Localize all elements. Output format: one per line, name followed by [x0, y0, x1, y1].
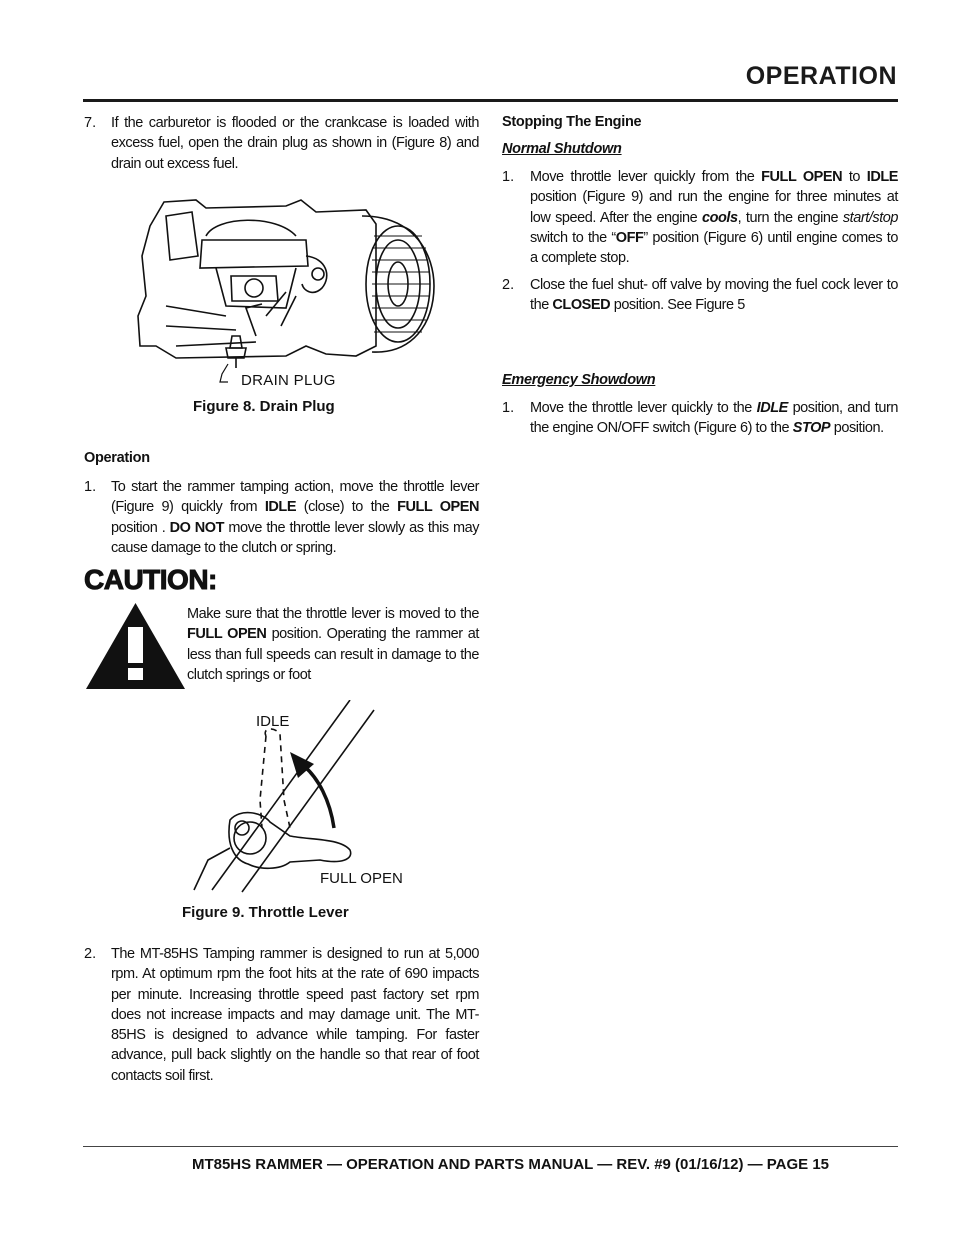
- stopping-heading: Stopping The Engine: [502, 114, 642, 130]
- op-2-number: 2.: [84, 946, 97, 962]
- caution-heading: CAUTION:: [84, 564, 217, 595]
- emergency-1-number: 1.: [502, 400, 515, 416]
- header-rule: [83, 99, 898, 102]
- op-1-number: 1.: [84, 479, 97, 495]
- full-open-label: FULL OPEN: [320, 870, 403, 887]
- idle-label: IDLE: [256, 713, 290, 730]
- footer-rule: [83, 1146, 898, 1147]
- operation-heading: Operation: [84, 450, 150, 466]
- page-footer: MT85HS RAMMER — OPERATION AND PARTS MANUAL — REV. #9 (01/16/12) — PAGE 15: [191, 1156, 830, 1173]
- normal-shutdown-heading: Normal Shutdown: [502, 141, 622, 157]
- warning-triangle-icon: [84, 601, 187, 691]
- item-7-text: If the carburetor is flooded or the crankcase is loaded with excess fuel, open the drain plug as shown in (Figure 8) and drain out excess fuel.: [111, 115, 479, 172]
- normal-2-number: 2.: [502, 277, 515, 293]
- normal-2-text: Close the fuel shut- off valve by moving the fuel cock lever to the CLOSED position. See Figure 5: [530, 277, 898, 314]
- page-title: OPERATION: [745, 62, 897, 90]
- drain-plug-illustration: [136, 196, 436, 394]
- op-2-text: The MT-85HS Tamping rammer is designed to run at 5,000 rpm. At optimum rpm the foot hits at the rate of 690 impacts per minute. Increasing throttle speed past factory set rpm does not increase impacts and may damage unit. The MT-85HS is designed to advance while tamping. For faster advance, pull back slightly on the handle so that rear of foot contacts soil first.: [111, 946, 479, 1084]
- figure-8-caption: Figure 8. Drain Plug: [193, 398, 335, 415]
- normal-1-number: 1.: [502, 169, 515, 185]
- figure-9-caption: Figure 9. Throttle Lever: [182, 904, 349, 921]
- item-7-number: 7.: [84, 115, 97, 131]
- emergency-1-text: Move the throttle lever quickly to the IDLE position, and turn the engine ON/OFF switch (Figure 6) to the STOP position.: [530, 400, 898, 437]
- op-1-text: To start the rammer tamping action, move the throttle lever (Figure 9) quickly from IDLE (close) to the FULL OPEN position . DO NOT move the throttle lever slowly as this may cause damage to the clutch or spring.: [111, 479, 480, 556]
- drain-plug-label: DRAIN PLUG: [241, 372, 336, 389]
- normal-1-text: Move throttle lever quickly from the FULL OPEN to IDLE position (Figure 9) and run the engine for three minutes at low speed. After the engine cools, turn the engine start/stop switch to the “OFF” position (Figure 6) until engine comes to a complete stop.: [530, 169, 899, 267]
- throttle-lever-illustration: [190, 700, 420, 896]
- caution-text: Make sure that the throttle lever is moved to the FULL OPEN position. Operating the rammer at less than full speeds can result in damage to the clutch springs or foot: [187, 606, 479, 683]
- emergency-heading: Emergency Showdown: [502, 372, 656, 388]
